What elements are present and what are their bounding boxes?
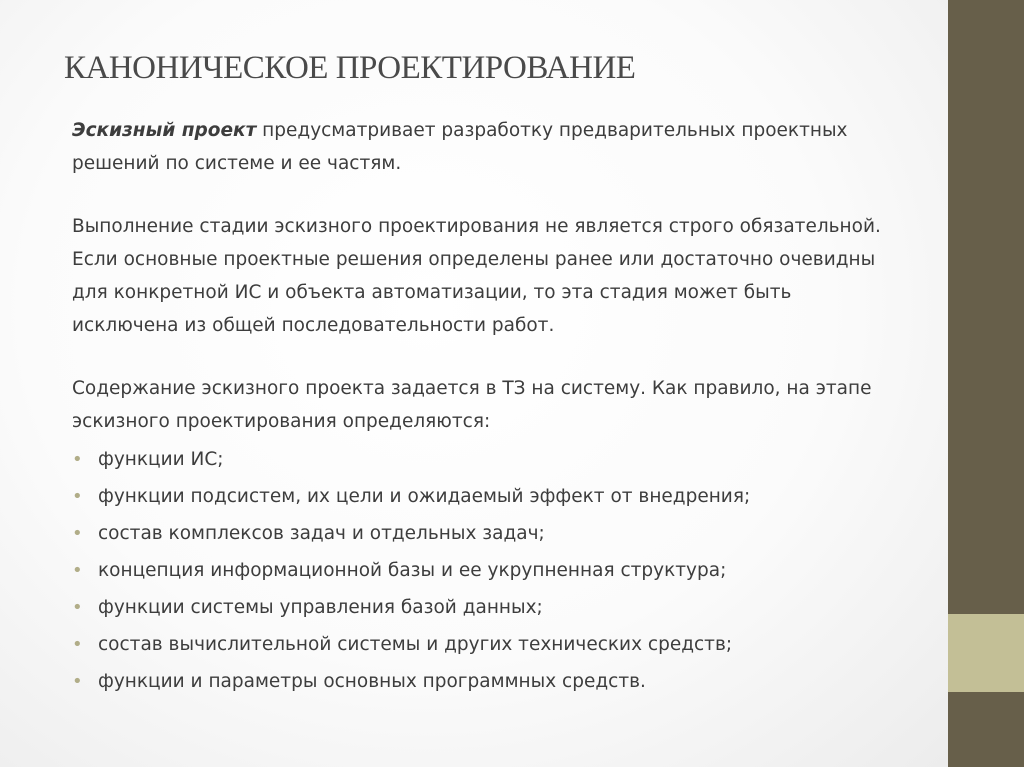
list-item-text: функции системы управления базой данных; xyxy=(98,597,543,618)
side-decor-accent xyxy=(948,614,1024,692)
list-item xyxy=(72,589,902,626)
list-item-text: функции ИС; xyxy=(98,449,224,470)
slide-title: КАНОНИЧЕСКОЕ ПРОЕКТИРОВАНИЕ xyxy=(64,50,636,86)
list-item-text: функции подсистем, их цели и ожидаемый эффект от внедрения; xyxy=(98,486,751,507)
list-item xyxy=(72,441,902,478)
list-item xyxy=(72,663,902,700)
paragraph-intro xyxy=(72,114,902,180)
list-item-text: состав вычислительной системы и других технических средств; xyxy=(98,634,733,655)
paragraph-intro-text: предусматривает разработку предварительных проектных решений по системе и ее частям. xyxy=(72,120,848,174)
slide-content xyxy=(72,114,902,700)
list-item xyxy=(72,515,902,552)
bullet-icon: • xyxy=(72,523,83,544)
list-item xyxy=(72,552,902,589)
list-item xyxy=(72,478,902,515)
bullet-icon: • xyxy=(72,671,83,692)
list-item xyxy=(72,626,902,663)
bullet-icon: • xyxy=(72,486,83,507)
bullet-list xyxy=(72,441,902,700)
term-sketch-project: Эскизный проект xyxy=(72,120,257,141)
bullet-icon: • xyxy=(72,449,83,470)
list-item-text: концепция информационной базы и ее укрупненная структура; xyxy=(98,560,727,581)
paragraph-optional-stage: Выполнение стадии эскизного проектирования не является строго обязательной. Если основные проектные решения определены ранее или достаточно очевидны для конкретной ИС и объекта автоматизации, то эта стадия может быть исключена из общей последовательности работ. xyxy=(72,216,881,336)
list-item-text: состав комплексов задач и отдельных задач; xyxy=(98,523,545,544)
bullet-icon: • xyxy=(72,560,83,581)
bullet-icon: • xyxy=(72,634,83,655)
list-item-text: функции и параметры основных программных средств. xyxy=(98,671,646,692)
bullet-icon: • xyxy=(72,597,83,618)
paragraph-contents: Содержание эскизного проекта задается в ТЗ на систему. Как правило, на этапе эскизного проектирования определяются: xyxy=(72,378,872,432)
